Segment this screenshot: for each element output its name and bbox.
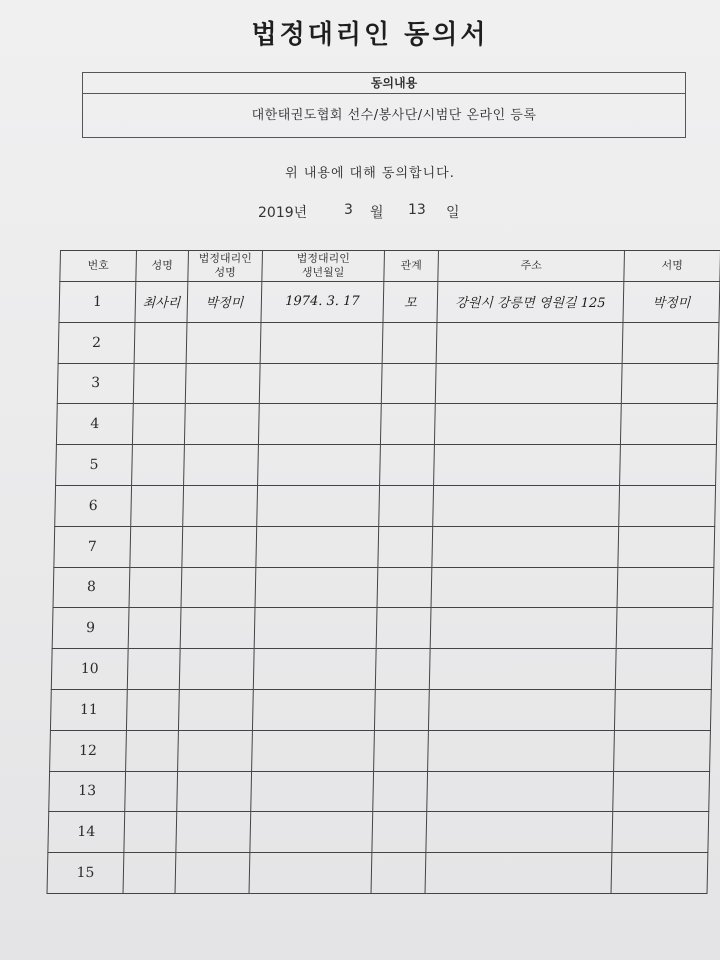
cell-guardian-name [184,445,259,486]
cell-signature [620,445,717,486]
cell-signature [611,853,708,894]
cell-address [428,730,615,771]
cell-name [129,567,182,608]
cell-guardian-birthdate [253,649,376,690]
cell-guardian-name [175,853,250,894]
cell-signature [613,771,710,812]
cell-guardian-name [185,363,260,404]
cell-guardian-name [178,730,253,771]
table-row [49,771,710,812]
cell-guardian-birthdate [258,404,381,445]
consent-header: 동의내용 [83,73,685,94]
cell-number: 12 [50,730,127,771]
cell-guardian-name [180,608,255,649]
cell-guardian-name [178,689,253,730]
cell-name [128,608,181,649]
cell-number: 15 [47,853,124,894]
table-row [48,812,709,853]
date-month-label: 월 [370,205,384,221]
header-number: 번호 [60,251,137,282]
cell-guardian-name [183,485,258,526]
cell-name [126,730,179,771]
cell-name [126,689,179,730]
cell-name [131,485,184,526]
cell-guardian-birthdate [255,567,378,608]
cell-address [429,649,616,690]
cell-guardian-birthdate [250,812,373,853]
cell-signature [614,689,711,730]
date-day: 13 [408,202,426,218]
cell-relation [371,853,426,894]
cell-guardian-birthdate [251,771,374,812]
header-relation: 관계 [384,251,439,282]
table-row [59,282,720,323]
cell-number: 6 [55,485,132,526]
cell-address [435,363,622,404]
date-day-label: 일 [446,205,460,221]
cell-signature [612,812,709,853]
document-title: 법정대리인 동의서 [251,20,489,50]
table-row [55,485,716,526]
cell-relation [375,649,430,690]
table-row [57,363,718,404]
cell-name [123,853,176,894]
cell-number: 9 [52,608,129,649]
cell-number: 3 [57,363,134,404]
cell-address [427,771,614,812]
cell-relation [381,363,436,404]
cell-number: 1 [59,282,136,323]
cell-address [436,322,623,363]
cell-guardian-birthdate [259,363,382,404]
cell-guardian-name [184,404,259,445]
cell-guardian-birthdate [256,526,379,567]
cell-name [130,526,183,567]
cell-guardian-birthdate [254,608,377,649]
cell-signature: 박정미 [623,282,720,323]
cell-relation [373,771,428,812]
cell-name: 최사리 [135,282,188,323]
table-body [47,282,720,894]
cell-number: 11 [50,689,127,730]
cell-relation [380,445,435,486]
cell-guardian-name [181,567,256,608]
cell-signature [617,567,714,608]
cell-signature [622,322,719,363]
cell-number: 5 [56,445,133,486]
cell-name [133,363,186,404]
cell-address [432,526,619,567]
cell-guardian-name: 박정미 [187,282,262,323]
header-signature: 서명 [624,251,720,282]
header-guardian-birthdate: 법정대리인 생년월일 [262,251,385,282]
cell-address: 강원시 강릉면 영원길 125 [437,282,624,323]
cell-address [430,608,617,649]
cell-signature [621,363,718,404]
table-row [47,853,708,894]
table-row [56,404,717,445]
cell-name [127,649,180,690]
date-year: 2019년 [258,205,308,221]
table-row [50,730,711,771]
cell-name [134,322,187,363]
cell-number: 13 [49,771,126,812]
cell-guardian-name [182,526,257,567]
header-guardian-name: 법정대리인 성명 [188,251,263,282]
cell-guardian-birthdate [257,485,380,526]
cell-name [132,404,185,445]
cell-relation [372,812,427,853]
cell-number: 14 [48,812,125,853]
cell-address [434,404,621,445]
header-name: 성명 [136,251,189,282]
table-row [52,608,713,649]
cell-guardian-birthdate: 1974. 3. 17 [261,282,384,323]
cell-guardian-birthdate [252,689,375,730]
cell-relation [382,322,437,363]
cell-guardian-name [177,771,252,812]
table-row [51,649,712,690]
cell-relation [380,404,435,445]
cell-number: 8 [53,567,130,608]
cell-guardian-name [186,322,261,363]
cell-relation [376,608,431,649]
cell-number: 10 [51,649,128,690]
roster-table-wrapper [45,250,720,950]
cell-guardian-name [179,649,254,690]
consent-box [82,72,686,138]
cell-address [433,485,620,526]
cell-signature [616,608,713,649]
cell-number: 4 [56,404,133,445]
table-row [54,526,715,567]
cell-relation [374,730,429,771]
roster-table [47,250,720,894]
table-header-row [60,251,720,282]
cell-signature [619,485,716,526]
agreement-statement: 위 내용에 대해 동의합니다. [285,166,455,181]
cell-guardian-birthdate [260,322,383,363]
cell-signature [618,526,715,567]
cell-signature [620,404,717,445]
cell-signature [615,649,712,690]
cell-relation [374,689,429,730]
cell-name [124,812,177,853]
consent-body: 대한태권도협회 선수/봉사단/시범단 온라인 등록 [251,108,537,123]
table-row [58,322,719,363]
table-row [53,567,714,608]
cell-address [426,812,613,853]
cell-address [431,567,618,608]
table-row [56,445,717,486]
cell-address [428,689,615,730]
header-address: 주소 [438,251,625,282]
date-month: 3 [344,202,353,218]
cell-guardian-birthdate [252,730,375,771]
cell-guardian-birthdate [249,853,372,894]
cell-relation: 모 [383,282,438,323]
cell-guardian-birthdate [258,445,381,486]
cell-name [132,445,185,486]
cell-number: 2 [58,322,135,363]
cell-address [425,853,612,894]
cell-relation [379,485,434,526]
cell-guardian-name [176,812,251,853]
cell-signature [614,730,711,771]
cell-relation [377,567,432,608]
cell-name [125,771,178,812]
cell-relation [378,526,433,567]
table-row [50,689,711,730]
cell-address [434,445,621,486]
cell-number: 7 [54,526,131,567]
